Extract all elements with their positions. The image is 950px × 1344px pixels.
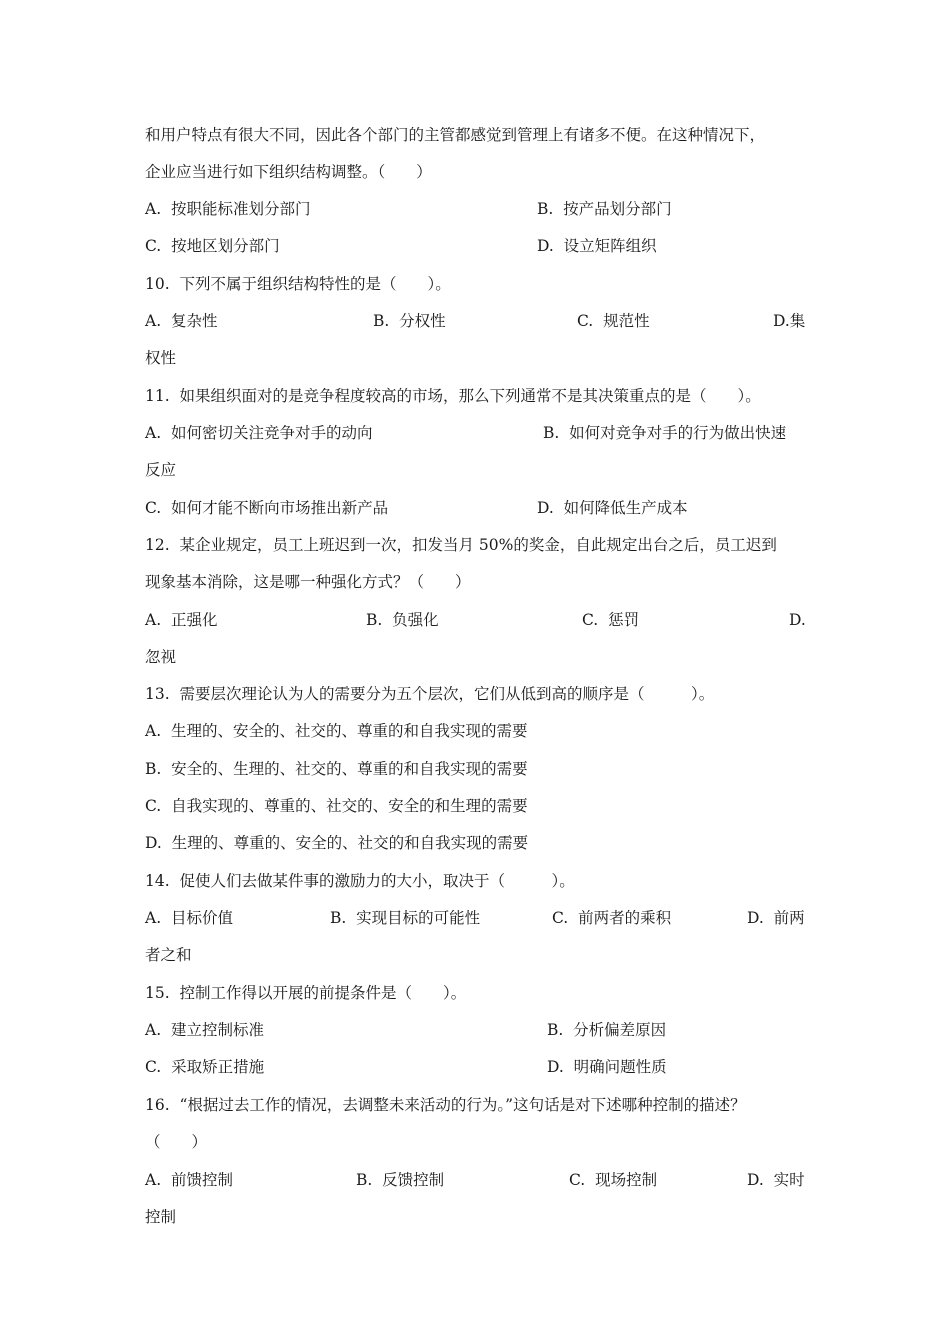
question-11-option-b: B. 如何对竞争对手的行为做出快速 xyxy=(543,424,787,442)
question-16-stem-line-1: 16. “根据过去工作的情况，去调整未来活动的行为。”这句话是对下述哪种控制的描述？ xyxy=(145,1096,746,1114)
question-16-option-c: C. 现场控制 xyxy=(569,1171,658,1189)
question-15-stem: 15. 控制工作得以开展的前提条件是（ ）。 xyxy=(145,984,467,1002)
question-9-option-c: C. 按地区划分部门 xyxy=(145,237,280,255)
question-14-option-d-wrap: 者之和 xyxy=(145,946,192,964)
question-16-option-d-wrap: 控制 xyxy=(145,1208,177,1226)
question-9-option-d: D. 设立矩阵组织 xyxy=(537,237,657,255)
question-13-option-a: A. 生理的、安全的、社交的、尊重的和自我实现的需要 xyxy=(145,722,528,740)
question-11-option-a: A. 如何密切关注竞争对手的动向 xyxy=(145,424,373,442)
question-14-option-c: C. 前两者的乘积 xyxy=(552,909,672,927)
question-16-option-b: B. 反馈控制 xyxy=(356,1171,445,1189)
question-13-option-d: D. 生理的、尊重的、安全的、社交的和自我实现的需要 xyxy=(145,834,529,852)
question-16-stem-line-2: （ ） xyxy=(145,1133,208,1151)
question-10-option-d: D.集 xyxy=(773,312,806,330)
question-9-option-b: B. 按产品划分部门 xyxy=(537,200,672,218)
question-11-option-b-wrap: 反应 xyxy=(145,461,177,479)
question-15-option-d: D. 明确问题性质 xyxy=(547,1058,667,1076)
question-10-option-b: B. 分权性 xyxy=(373,312,446,330)
question-14-option-a: A. 目标价值 xyxy=(145,909,233,927)
question-12-option-d: D. xyxy=(789,611,806,629)
question-12-option-d-wrap: 忽视 xyxy=(145,648,177,666)
question-15-option-b: B. 分析偏差原因 xyxy=(547,1021,667,1039)
question-9-option-a: A. 按职能标准划分部门 xyxy=(145,200,311,218)
question-13-option-b: B. 安全的、生理的、社交的、尊重的和自我实现的需要 xyxy=(145,760,528,778)
question-16-option-a: A. 前馈控制 xyxy=(145,1171,233,1189)
question-13-option-c: C. 自我实现的、尊重的、社交的、安全的和生理的需要 xyxy=(145,797,528,815)
question-10-option-c: C. 规范性 xyxy=(577,312,650,330)
question-16-option-d: D. 实时 xyxy=(747,1171,805,1189)
question-14-option-b: B. 实现目标的可能性 xyxy=(330,909,481,927)
question-12-option-a: A. 正强化 xyxy=(145,611,218,629)
question-12-stem-line-1: 12. 某企业规定，员工上班迟到一次，扣发当月 50%的奖金，自此规定出台之后，员工迟到 xyxy=(145,536,777,554)
question-12-stem-line-2: 现象基本消除，这是哪一种强化方式？（ ） xyxy=(145,573,471,591)
question-14-stem: 14. 促使人们去做某件事的激励力的大小，取决于（ ）。 xyxy=(145,872,575,890)
question-11-stem: 11. 如果组织面对的是竞争程度较高的市场，那么下列通常不是其决策重点的是（ ）。 xyxy=(145,387,761,405)
question-12-option-b: B. 负强化 xyxy=(366,611,439,629)
question-15-option-c: C. 采取矫正措施 xyxy=(145,1058,265,1076)
question-10-stem: 10. 下列不属于组织结构特性的是（ ）。 xyxy=(145,275,451,293)
question-11-option-c: C. 如何才能不断向市场推出新产品 xyxy=(145,499,389,517)
question-15-option-a: A. 建立控制标准 xyxy=(145,1021,264,1039)
question-10-option-a: A. 复杂性 xyxy=(145,312,218,330)
question-12-option-c: C. 惩罚 xyxy=(582,611,640,629)
question-9-stem-line-1: 和用户特点有很大不同，因此各个部门的主管都感觉到管理上有诸多不便。在这种情况下， xyxy=(145,126,766,144)
question-14-option-d: D. 前两 xyxy=(747,909,805,927)
question-10-option-d-wrap: 权性 xyxy=(145,349,177,367)
question-11-option-d: D. 如何降低生产成本 xyxy=(537,499,688,517)
question-13-stem: 13. 需要层次理论认为人的需要分为五个层次，它们从低到高的顺序是（ ）。 xyxy=(145,685,715,703)
question-9-stem-line-2: 企业应当进行如下组织结构调整。（ ） xyxy=(145,163,432,181)
